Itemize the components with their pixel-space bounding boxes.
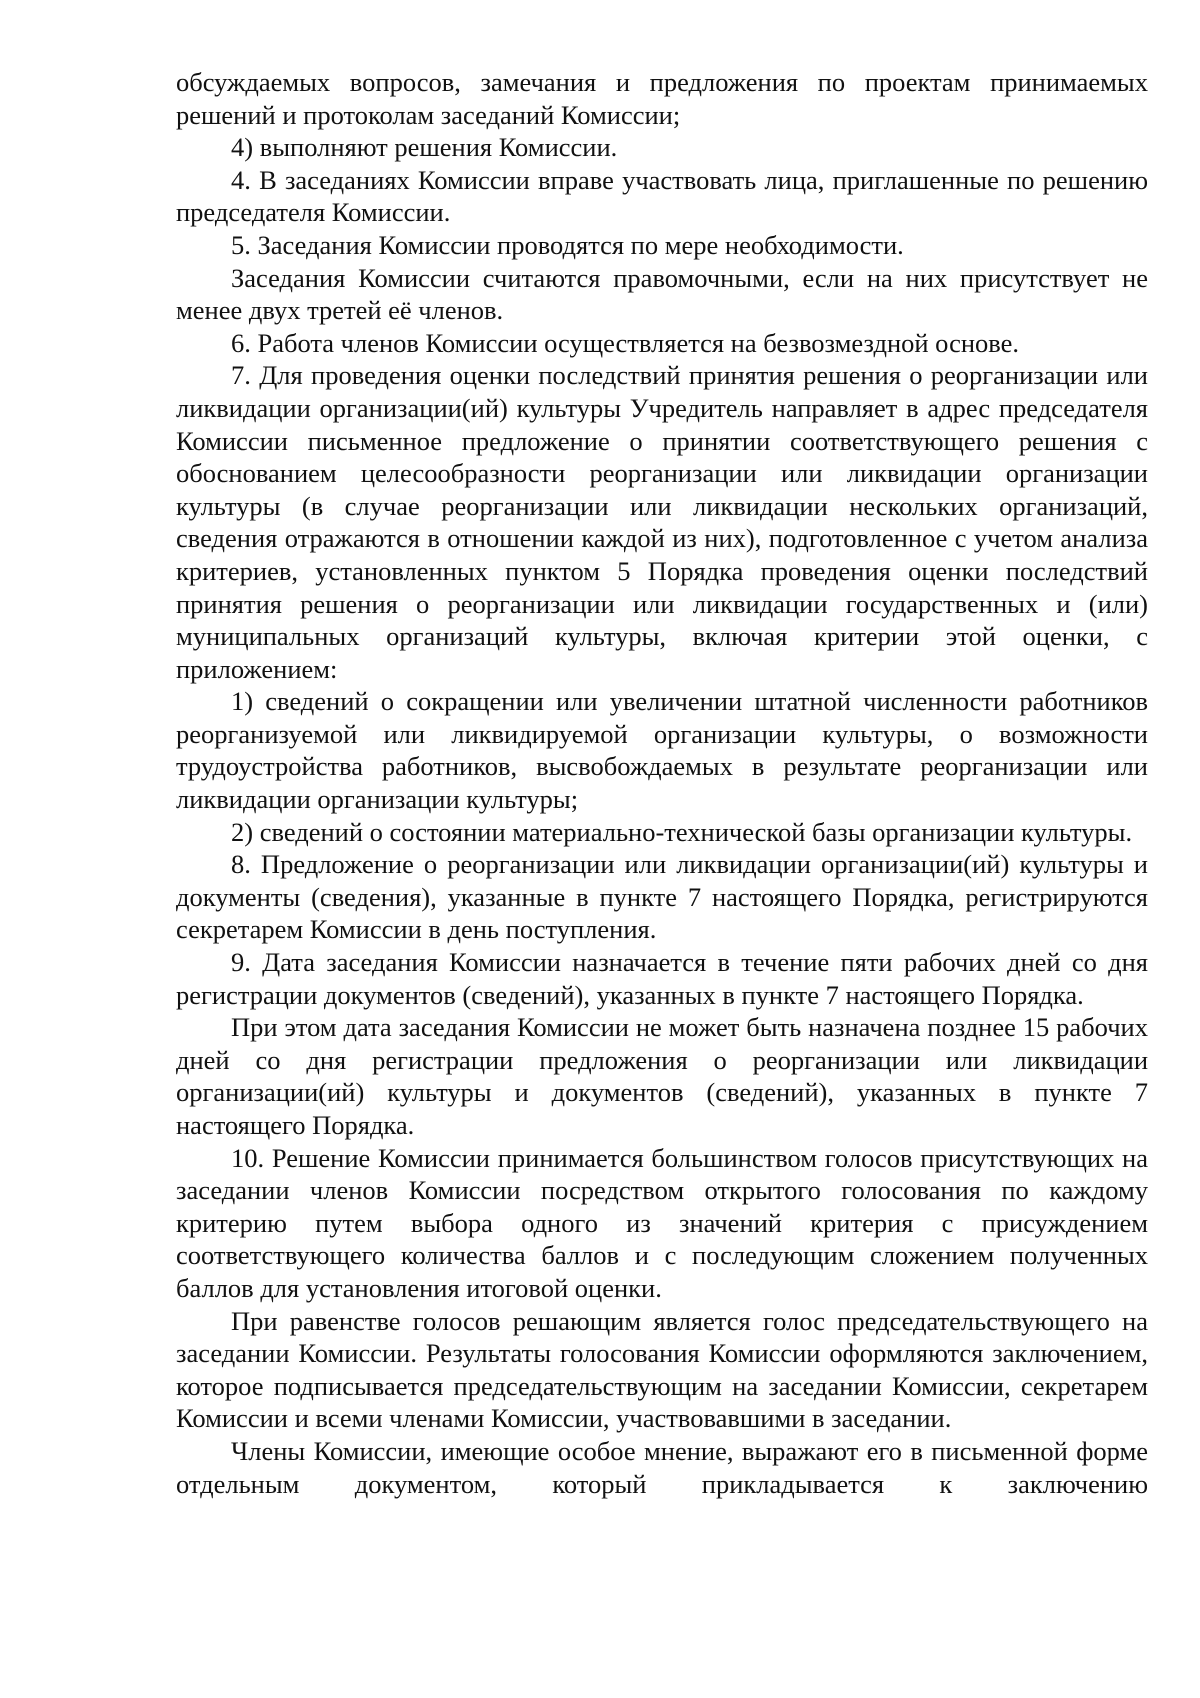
paragraph-quorum: Заседания Комиссии считаются правомочными, если на них присутствует не менее двух третей её членов.: [176, 262, 1148, 326]
paragraph-clause-6: 6. Работа членов Комиссии осуществляется на безвозмездной основе.: [231, 327, 1020, 358]
paragraph-subitem-1: 1) сведений о сокращении или увеличении штатной численности работников реорганизуемой или ликвидируемой организации культуры, о возможности трудоустройства работников, высвобождаемых в результате реорганизации или ликвидации организации культуры;: [176, 686, 1148, 815]
paragraph-clause-9: 9. Дата заседания Комиссии назначается в течение пяти рабочих дней со дня регистрации документов (сведений), указанных в пункте 7 настоящего Порядка.: [176, 947, 1148, 1010]
paragraph-dissent: Члены Комиссии, имеющие особое мнение, выражают его в письменной форме отдельным документом, который прикладывается к заключению: [176, 1435, 1148, 1499]
paragraph-subitem-2: 2) сведений о состоянии материально-технической базы организации культуры.: [231, 816, 1133, 847]
paragraph-continuation: обсуждаемых вопросов, замечания и предложения по проектам принимаемых решений и протоколам заседаний Комиссии;: [176, 67, 1148, 130]
paragraph-tie-vote: При равенстве голосов решающим является голос председательствующего на заседании Комиссии. Результаты голосования Комиссии оформляются заключением, которое подписывается председательствующим на заседании Комиссии, секретарем Комиссии и всеми членами Комиссии, участвовавшими в заседании.: [176, 1305, 1148, 1434]
paragraph-clause-5: 5. Заседания Комиссии проводятся по мере необходимости.: [231, 229, 904, 260]
paragraph-clause-8: 8. Предложение о реорганизации или ликвидации организации(ий) культуры и документы (сведения), указанные в пункте 7 настоящего Порядка, регистрируются секретарем Комиссии в день поступления.: [176, 849, 1148, 945]
paragraph-clause-7: 7. Для проведения оценки последствий принятия решения о реорганизации или ликвидации организации(ий) культуры Учредитель направляет в адрес председателя Комиссии письменное предложение о принятии соответствующего решения с обоснованием целесообразности реорганизации или ликвидации организации культуры (в случае реорганизации или ликвидации нескольких организаций, сведения отражаются в отношении каждой из них), подготовленное с учетом анализа критериев, установленных пунктом 5 Порядка проведения оценки последствий принятия решения о реорганизации или ликвидации государственных и (или) муниципальных организаций культуры, включая критерии этой оценки, с приложением:: [176, 360, 1148, 684]
paragraph-deadline: При этом дата заседания Комиссии не может быть назначена позднее 15 рабочих дней со дня регистрации предложения о реорганизации или ликвидации организации(ий) культуры и документов (сведений), указанных в пункте 7 настоящего Порядка.: [176, 1012, 1148, 1140]
paragraph-clause-10: 10. Решение Комиссии принимается большинством голосов присутствующих на заседании членов Комиссии посредством открытого голосования по каждому критерию путем выбора одного из значений критерия с присуждением соответствующего количества баллов и с последующим сложением полученных баллов для установления итоговой оценки.: [176, 1142, 1148, 1303]
paragraph-item-4: 4) выполняют решения Комиссии.: [231, 132, 618, 163]
document-page: [176, 66, 1148, 1500]
paragraph-clause-4: 4. В заседаниях Комиссии вправе участвовать лица, приглашенные по решению председателя Комиссии.: [176, 164, 1148, 228]
